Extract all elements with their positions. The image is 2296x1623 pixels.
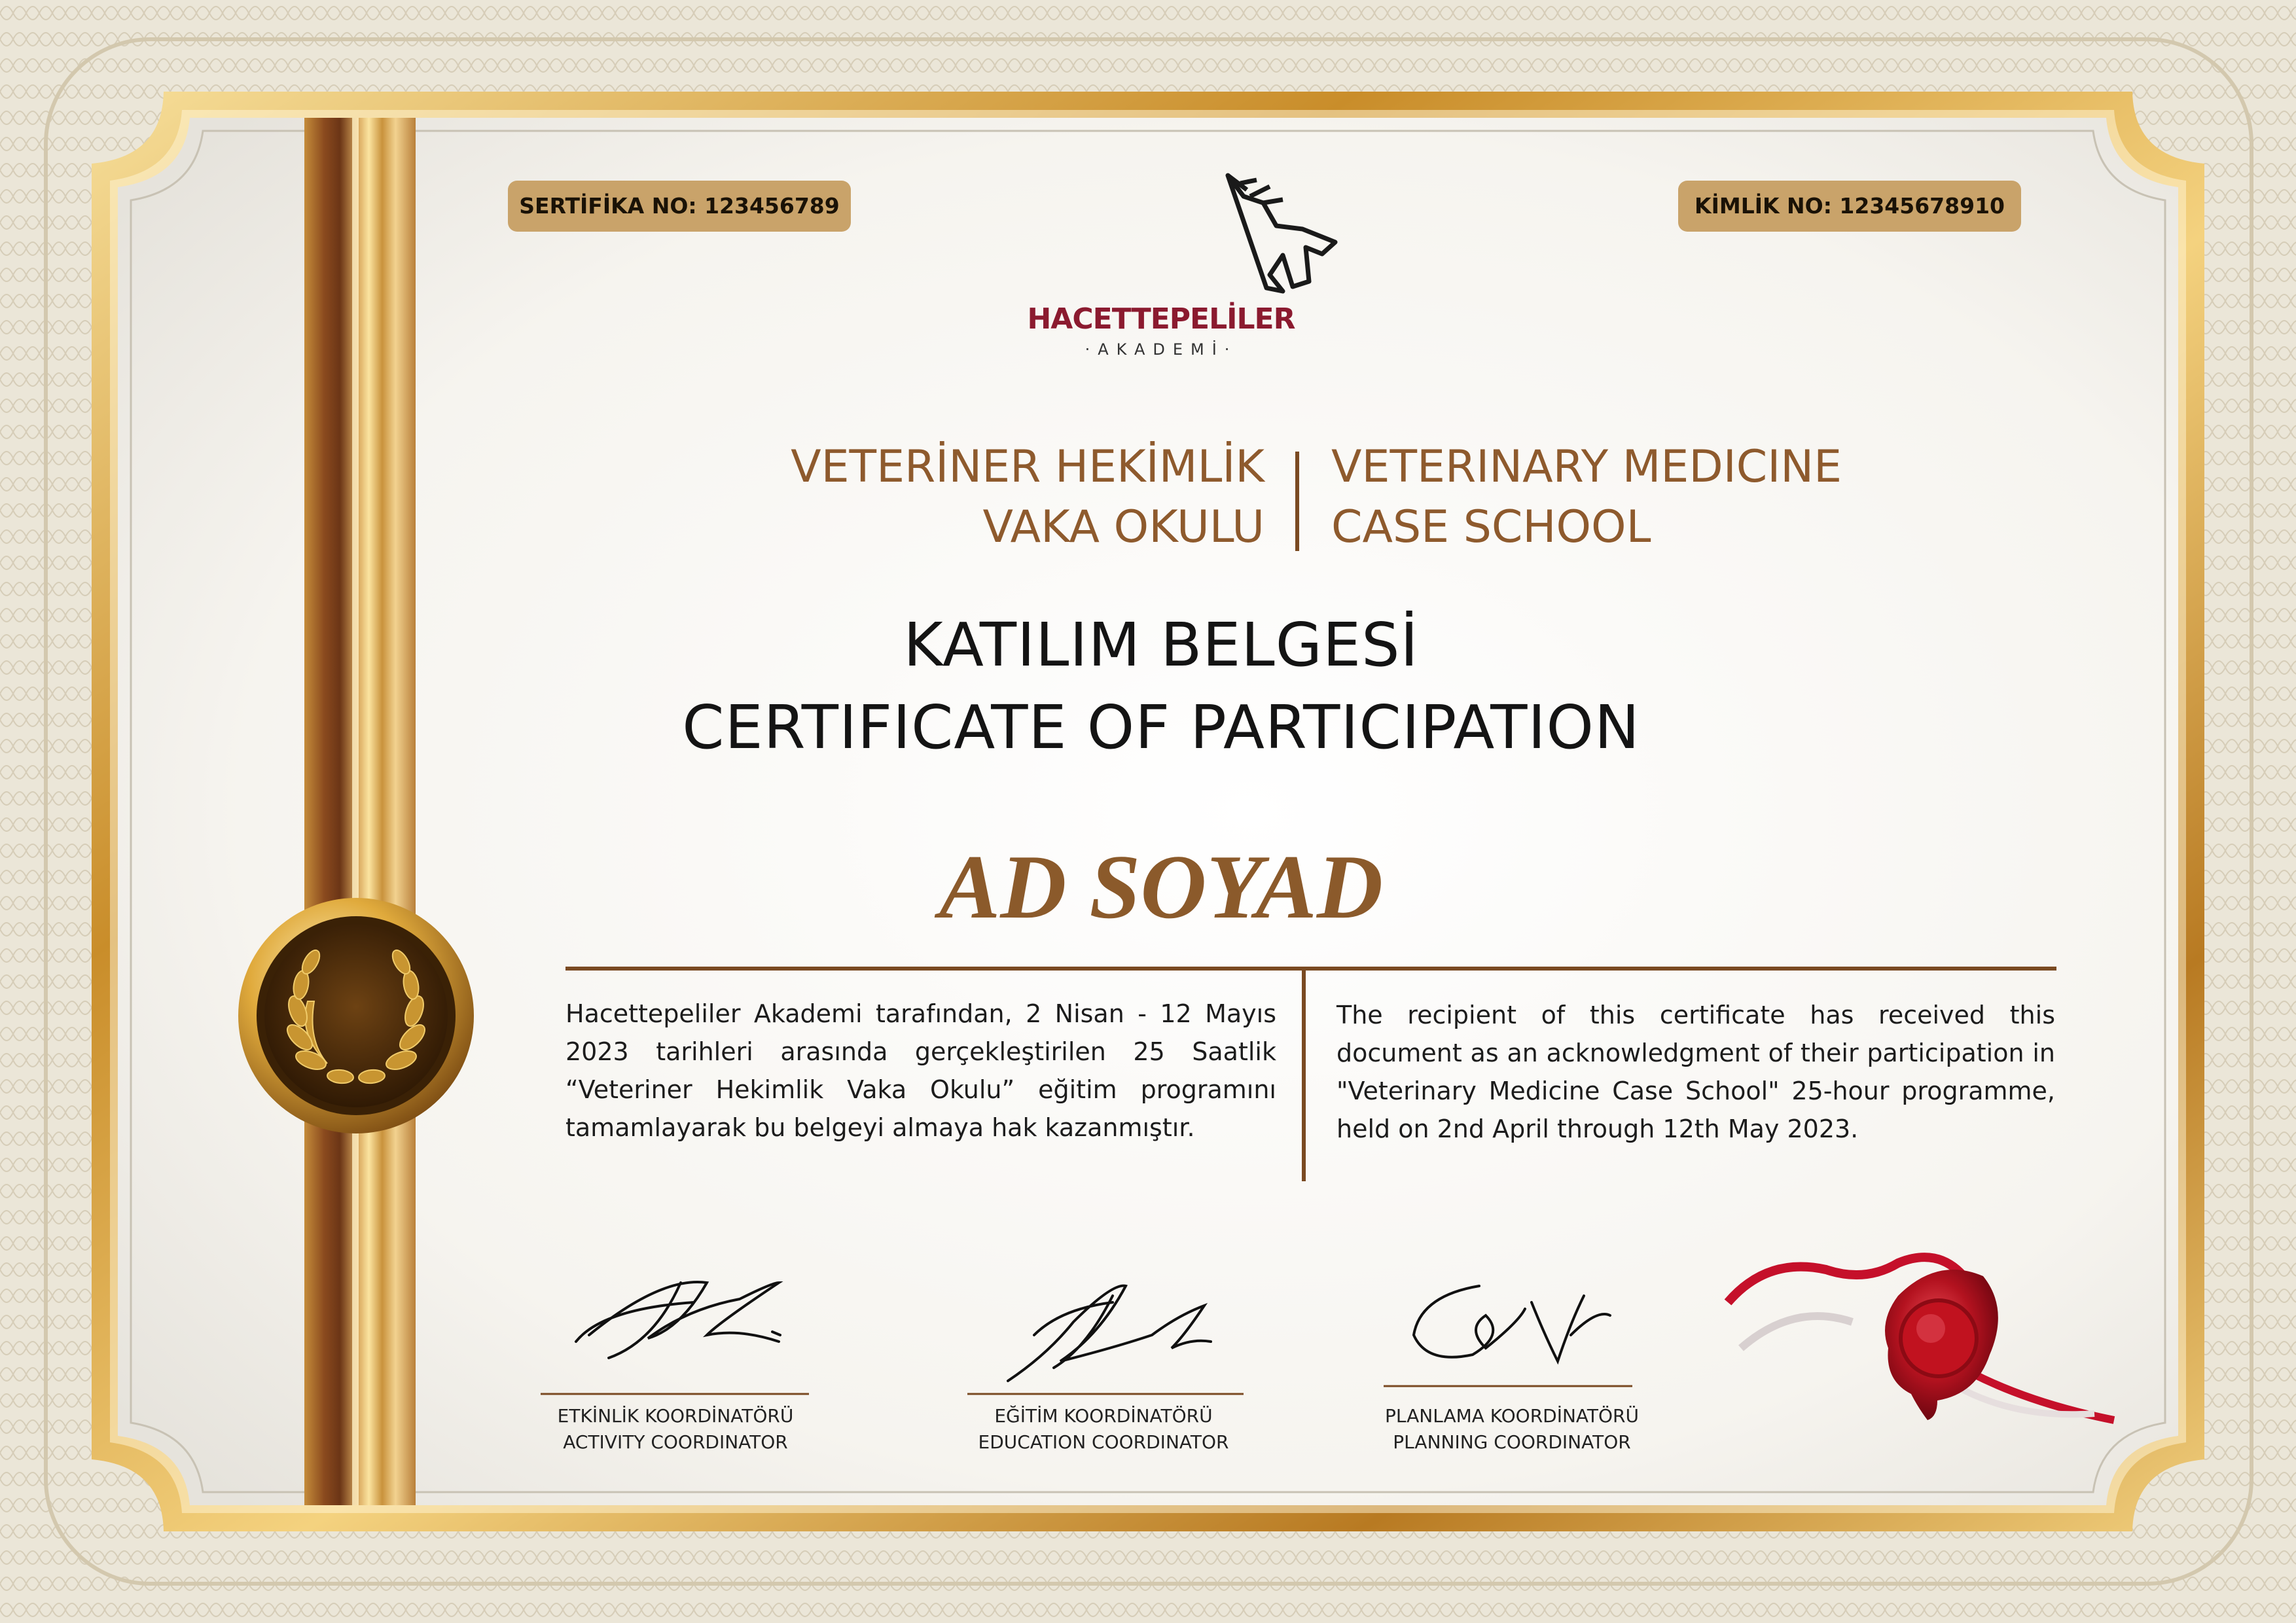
identity-number-badge: KİMLİK NO: 12345678910 (1678, 181, 2021, 232)
brand-name: HACETTEPELİLER (1027, 302, 1295, 336)
programme-tr-line1: VETERİNER HEKİMLİK (791, 441, 1265, 493)
programme-tr-line2: VAKA OKULU (982, 501, 1265, 553)
certificate-number-badge: SERTİFİKA NO: 123456789 (508, 181, 851, 232)
body-text-tr: Hacettepeliler Akademi tarafından, 2 Nisan - 12 Mayıs 2023 tarihleri arasında gerçekleştirilen 25 Saatlik “Veteriner Hekimlik Vaka Okulu” eğitim programını tamamlayarak bu belgeyi almaya hak kazanmıştır. (565, 999, 1276, 1142)
role-tr: ETKİNLİK KOORDİNATÖRÜ (557, 1405, 794, 1427)
role-tr: PLANLAMA KOORDİNATÖRÜ (1384, 1405, 1640, 1427)
gold-ribbon (304, 118, 416, 1505)
signature-role-education (920, 1403, 1287, 1455)
programme-en-line1: VETERINARY MEDICINE (1331, 441, 1842, 493)
brand-subtitle: ·AKADEMİ· (1085, 340, 1238, 359)
signature-role-planning (1329, 1403, 1695, 1455)
role-en: ACTIVITY COORDINATOR (563, 1431, 788, 1453)
recipient-name: AD SOYAD (939, 836, 1384, 938)
laurel-medal-icon (238, 898, 474, 1133)
signature-role-activity (492, 1403, 859, 1455)
role-en: PLANNING COORDINATOR (1393, 1431, 1631, 1453)
title-tr: KATILIM BELGESİ (903, 610, 1419, 680)
programme-en-line2: CASE SCHOOL (1331, 501, 1651, 553)
role-en: EDUCATION COORDINATOR (978, 1431, 1229, 1453)
body-text-en: The recipient of this certificate has received this document as an acknowledgment of their participation in "Veterinary Medicine Case School" 25-hour programme, held on 2nd April through 12th May 2023. (1336, 1001, 2055, 1143)
role-tr: EĞİTİM KOORDİNATÖRÜ (994, 1405, 1213, 1427)
title-en: CERTIFICATE OF PARTICIPATION (682, 692, 1640, 762)
